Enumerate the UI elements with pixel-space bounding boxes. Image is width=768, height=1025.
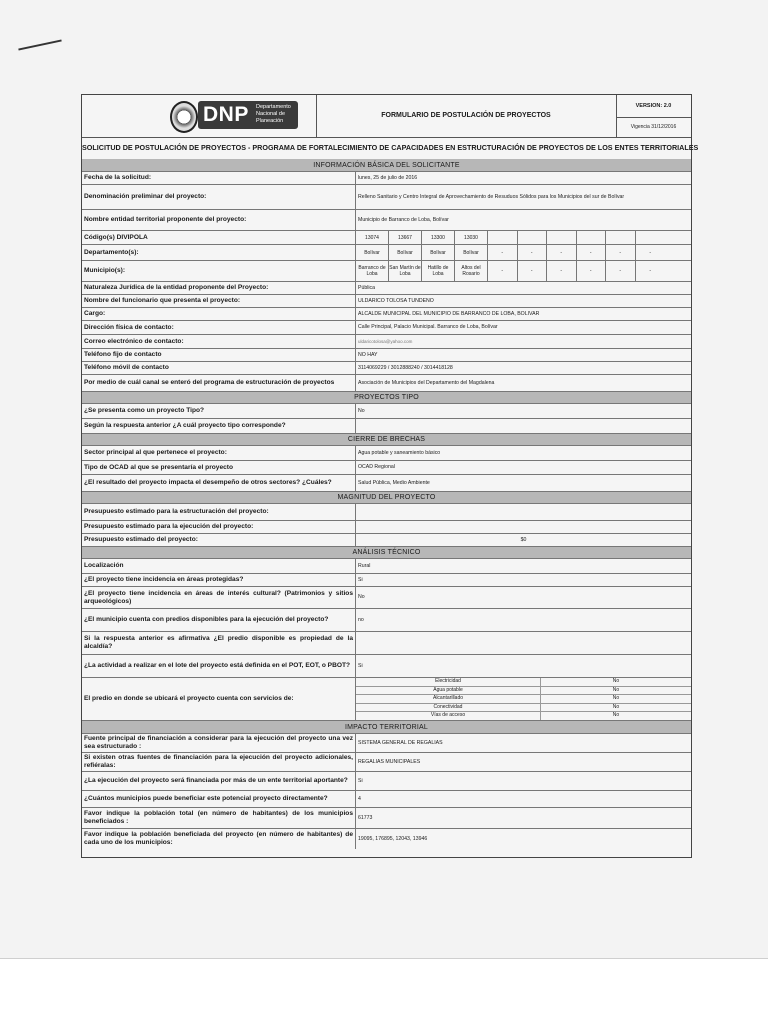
label-brechas-q3: ¿El resultado del proyecto impacta el desempeño de otros sectores? ¿Cuáles?: [82, 475, 356, 491]
value-magnitud-q2: [356, 521, 691, 533]
row-denominacion: [82, 185, 691, 210]
municipio-cell: Altos del Rosario: [455, 261, 488, 281]
value-telefono-movil: 3114069229 / 3012888240 / 3014418128: [358, 364, 453, 371]
divipola-cell: [488, 231, 518, 244]
servicio-value: No: [612, 712, 620, 719]
servicio-value: No: [612, 686, 620, 693]
row-tecnico-q5: [82, 632, 691, 655]
section-tipo-header: PROYECTOS TIPO: [82, 392, 691, 404]
row-divipola: [82, 231, 691, 245]
departamento-cell: -: [488, 245, 518, 260]
value-tecnico-q6: Si: [358, 662, 363, 669]
row-direccion: [82, 321, 691, 335]
municipio-cell: -: [518, 261, 548, 281]
value-impacto-q2: REGALIAS MUNICIPALES: [358, 758, 421, 765]
departamento-cell: -: [649, 249, 652, 256]
municipio-cell: -: [649, 268, 652, 274]
value-tecnico-q1: Rural: [358, 562, 371, 569]
departamento-cell: -: [518, 245, 548, 260]
version-label: VERSION: 2.0: [616, 95, 691, 118]
divipola-cell: [636, 231, 666, 244]
row-tecnico-q3: [82, 587, 691, 609]
form-title: FORMULARIO DE POSTULACIÓN DE PROYECTOS: [316, 95, 617, 137]
label-tecnico-q4: ¿El municipio cuenta con predios disponibles para la ejecución del proyecto?: [82, 609, 356, 631]
label-impacto-q6: Favor indique la población beneficiada del proyecto (en número de habitantes) de cada uno de los municipios:: [82, 829, 356, 849]
municipio-cell: San Martín de Loba: [389, 261, 422, 281]
row-tecnico-q2: [82, 574, 691, 587]
servicio-row: [356, 678, 691, 687]
municipio-cell: -: [488, 261, 518, 281]
colombia-seal-icon: [170, 101, 198, 133]
servicio-row: [356, 687, 691, 696]
departamento-cell: -: [547, 245, 577, 260]
value-brechas-q1: Agua potable y saneamiento básico: [358, 449, 441, 456]
value-magnitud-q1: [356, 504, 691, 520]
departamento-cell: Bolívar: [455, 245, 488, 260]
row-brechas-q1: [82, 446, 691, 461]
row-tipo-q2: [82, 419, 691, 434]
value-impacto-q6: 19095, 176895, 12043, 13946: [358, 835, 428, 842]
label-magnitud-q2: Presupuesto estimado para la ejecución del proyecto:: [82, 521, 356, 533]
divipola-cell: [606, 231, 636, 244]
label-tecnico-q2: ¿El proyecto tiene incidencia en áreas protegidas?: [82, 574, 356, 586]
label-telefono-movil: Teléfono móvil de contacto: [82, 362, 356, 374]
label-tecnico-q6: ¿La actividad a realizar en el lote del proyecto está definida en el POT, EOT, o PBOT?: [82, 655, 356, 677]
vigencia-label: Vigencia 31/12/2016: [630, 124, 677, 130]
section-magnitud-header: MAGNITUD DEL PROYECTO: [82, 492, 691, 504]
dnp-logo: [198, 101, 298, 129]
label-impacto-q5: Favor indique la población total (en número de habitantes) de los municipios beneficiados :: [82, 808, 356, 828]
application-form: [81, 94, 699, 858]
row-tecnico-q6: [82, 655, 691, 678]
row-magnitud-q1: [82, 504, 691, 521]
departamento-cell: Bolívar: [389, 245, 422, 260]
label-funcionario: Nombre del funcionario que presenta el proyecto:: [82, 295, 356, 307]
pen-mark: [18, 39, 61, 50]
value-brechas-q3: Salud Pública, Medio Ambiente: [358, 479, 430, 486]
label-fecha: Fecha de la solicitud:: [82, 172, 356, 184]
label-tipo-q2: Según la respuesta anterior ¿A cuál proyecto tipo corresponde?: [82, 419, 356, 433]
section-info-header: INFORMACIÓN BÁSICA DEL SOLICITANTE: [82, 159, 691, 172]
servicio-name: Alcantarillado: [356, 695, 541, 703]
value-cargo: ALCALDE MUNICIPAL DEL MUNICIPIO DE BARRANCO DE LOBA, BOLIVAR: [358, 310, 540, 317]
label-telefono-fijo: Teléfono fijo de contacto: [82, 349, 356, 361]
label-direccion: Dirección física de contacto:: [82, 321, 356, 334]
value-impacto-q1: SISTEMA GENERAL DE REGALIAS: [358, 739, 443, 746]
servicio-name: Electricidad: [356, 678, 541, 686]
value-telefono-fijo: NO HAY: [358, 351, 378, 358]
servicio-row: [356, 704, 691, 713]
row-impacto-q3: [82, 772, 691, 791]
municipio-cell: -: [547, 261, 577, 281]
label-denominacion: Denominación preliminar del proyecto:: [82, 185, 356, 209]
label-tecnico-q3: ¿El proyecto tiene incidencia en áreas de interés cultural? (Patrimonios y sitios arqueológicos): [82, 587, 356, 608]
dnp-logo-text: DNP: [203, 103, 249, 126]
departamento-cell: -: [577, 245, 607, 260]
municipios-grid: [356, 261, 691, 281]
below-page-area: [0, 958, 768, 1025]
label-divipola: Código(s) DIVIPOLA: [82, 231, 356, 244]
row-departamentos: [82, 245, 691, 261]
value-entidad: Municipio de Barranco de Loba, Bolívar: [358, 216, 449, 223]
label-tecnico-q1: Localización: [82, 559, 356, 573]
value-impacto-q3: Si: [358, 777, 363, 784]
value-tecnico-q5: [356, 632, 691, 654]
row-brechas-q2: [82, 461, 691, 475]
value-naturaleza: Pública: [358, 284, 376, 291]
municipio-cell: -: [606, 261, 636, 281]
divipola-cell: 13667: [389, 231, 422, 244]
row-telefono-movil: [82, 362, 691, 375]
value-impacto-q5: 61773: [358, 814, 373, 821]
row-impacto-q6: [82, 829, 691, 849]
servicio-name: Agua potable: [356, 687, 541, 695]
label-brechas-q2: Tipo de OCAD al que se presentaría el proyecto: [82, 461, 356, 474]
value-tecnico-q2: Si: [358, 576, 363, 583]
value-direccion: Calle Principal, Palacio Municipal. Barranco de Loba, Bolívar: [358, 324, 498, 330]
value-tipo-q1: No: [358, 407, 365, 414]
value-funcionario: ULDARICO TOLOSA TUNDENO: [358, 297, 434, 304]
value-denominacion: Relleno Sanitario y Centro Integral de Aprovechamiento de Resuduos Sólidos para los Municipios del sur de Bolívar: [358, 193, 625, 200]
label-municipios: Municipio(s):: [82, 261, 356, 281]
label-departamentos: Departamento(s):: [82, 245, 356, 260]
row-naturaleza: [82, 282, 691, 295]
row-impacto-q5: [82, 808, 691, 829]
servicio-name: Conectividad: [356, 704, 541, 712]
value-brechas-q2: OCAD Regional: [358, 464, 395, 470]
row-funcionario: [82, 295, 691, 308]
departamento-cell: Bolívar: [422, 245, 455, 260]
value-fecha: lunes, 25 de julio de 2016: [358, 174, 418, 181]
municipio-cell: Barranco de Loba: [356, 261, 389, 281]
departamentos-grid: [356, 245, 691, 260]
label-cargo: Cargo:: [82, 308, 356, 320]
row-entidad: [82, 210, 691, 231]
label-impacto-q3: ¿La ejecución del proyecto será financiada por más de un ente territorial aportante?: [82, 772, 356, 790]
label-entidad: Nombre entidad territorial proponente del proyecto:: [82, 210, 356, 230]
section-impacto-header: IMPACTO TERRITORIAL: [82, 721, 691, 734]
divipola-cell: [577, 231, 607, 244]
departamento-cell: Bolívar: [356, 245, 389, 260]
label-servicios: El predio en donde se ubicará el proyecto cuenta con servicios de:: [82, 678, 356, 720]
form-header: [82, 95, 691, 138]
dnp-logo-subtext: Departamento Nacional de Planeación: [256, 104, 291, 124]
municipio-cell: Hatillo de Loba: [422, 261, 455, 281]
row-cargo: [82, 308, 691, 321]
servicio-name: Vías de acceso: [356, 712, 541, 720]
row-servicios: [82, 678, 691, 721]
section-tecnico-header: ANÁLISIS TÉCNICO: [82, 547, 691, 559]
form-subtitle: SOLICITUD DE POSTULACIÓN DE PROYECTOS - PROGRAMA DE FORTALECIMIENTO DE CAPACIDADES EN ESTRUCTURACIÓN DE PROYECTOS DE LOS ENTES TERRITORIALES: [82, 137, 691, 160]
divipola-cell: [518, 231, 548, 244]
row-tipo-q1: [82, 404, 691, 419]
label-canal: Por medio de cuál canal se enteró del programa de estructuración de proyectos: [82, 375, 356, 391]
label-brechas-q1: Sector principal al que pertenece el proyecto:: [82, 446, 356, 460]
servicio-value: No: [612, 703, 620, 710]
municipio-cell: -: [577, 261, 607, 281]
value-impacto-q4: 4: [358, 795, 361, 802]
row-tecnico-q1: [82, 559, 691, 574]
divipola-cell: 13300: [422, 231, 455, 244]
label-impacto-q1: Fuente principal de financiación a considerar para la ejecución del proyecto una vez sea estructurado :: [82, 734, 356, 752]
label-naturaleza: Naturaleza Jurídica de la entidad proponente del Proyecto:: [82, 282, 356, 294]
row-impacto-q2: [82, 753, 691, 772]
value-tecnico-q3: No: [358, 594, 365, 600]
servicio-value: No: [612, 678, 620, 684]
servicio-row: [356, 712, 691, 720]
logo-area: [82, 95, 317, 137]
value-correo: uldaricotolosa@yahoo.com: [358, 339, 413, 344]
form-rows: [82, 159, 691, 849]
value-tipo-q2: [356, 419, 691, 433]
row-fecha: [82, 172, 691, 185]
label-impacto-q4: ¿Cuántos municipios puede beneficiar este potencial proyecto directamente?: [82, 791, 356, 807]
row-telefono-fijo: [82, 349, 691, 362]
row-tecnico-q4: [82, 609, 691, 632]
row-correo: [82, 335, 691, 349]
row-magnitud-q2: [82, 521, 691, 534]
label-magnitud-q3: Presupuesto estimado del proyecto:: [82, 534, 356, 546]
divipola-cell: [547, 231, 577, 244]
label-tipo-q1: ¿Se presenta como un proyecto Tipo?: [82, 404, 356, 418]
row-impacto-q4: [82, 791, 691, 808]
section-brechas-header: CIERRE DE BRECHAS: [82, 434, 691, 446]
row-municipios: [82, 261, 691, 282]
row-impacto-q1: [82, 734, 691, 753]
servicio-value: No: [612, 695, 620, 702]
divipola-grid: [356, 231, 691, 244]
value-tecnico-q4: no: [358, 616, 364, 623]
departamento-cell: -: [606, 245, 636, 260]
servicios-table: [356, 678, 691, 720]
value-magnitud-q3: $0: [520, 536, 527, 543]
servicio-row: [356, 695, 691, 704]
label-tecnico-q5: Si la respuesta anterior es afirmativa ¿El predio disponible es propiedad de la alcaldía?: [82, 632, 356, 654]
label-impacto-q2: Si existen otras fuentes de financiación para la ejecución del proyecto adicionales, refiéralas:: [82, 753, 356, 771]
row-magnitud-q3: [82, 534, 691, 547]
row-brechas-q3: [82, 475, 691, 492]
label-magnitud-q1: Presupuesto estimado para la estructuración del proyecto:: [82, 504, 356, 520]
label-correo: Correo electrónico de contacto:: [82, 335, 356, 348]
row-canal: [82, 375, 691, 392]
divipola-cell: 13030: [455, 231, 488, 244]
value-canal: Asociación de Municipios del Departamento del Magdalena: [358, 379, 495, 386]
divipola-cell: 13074: [356, 231, 389, 244]
